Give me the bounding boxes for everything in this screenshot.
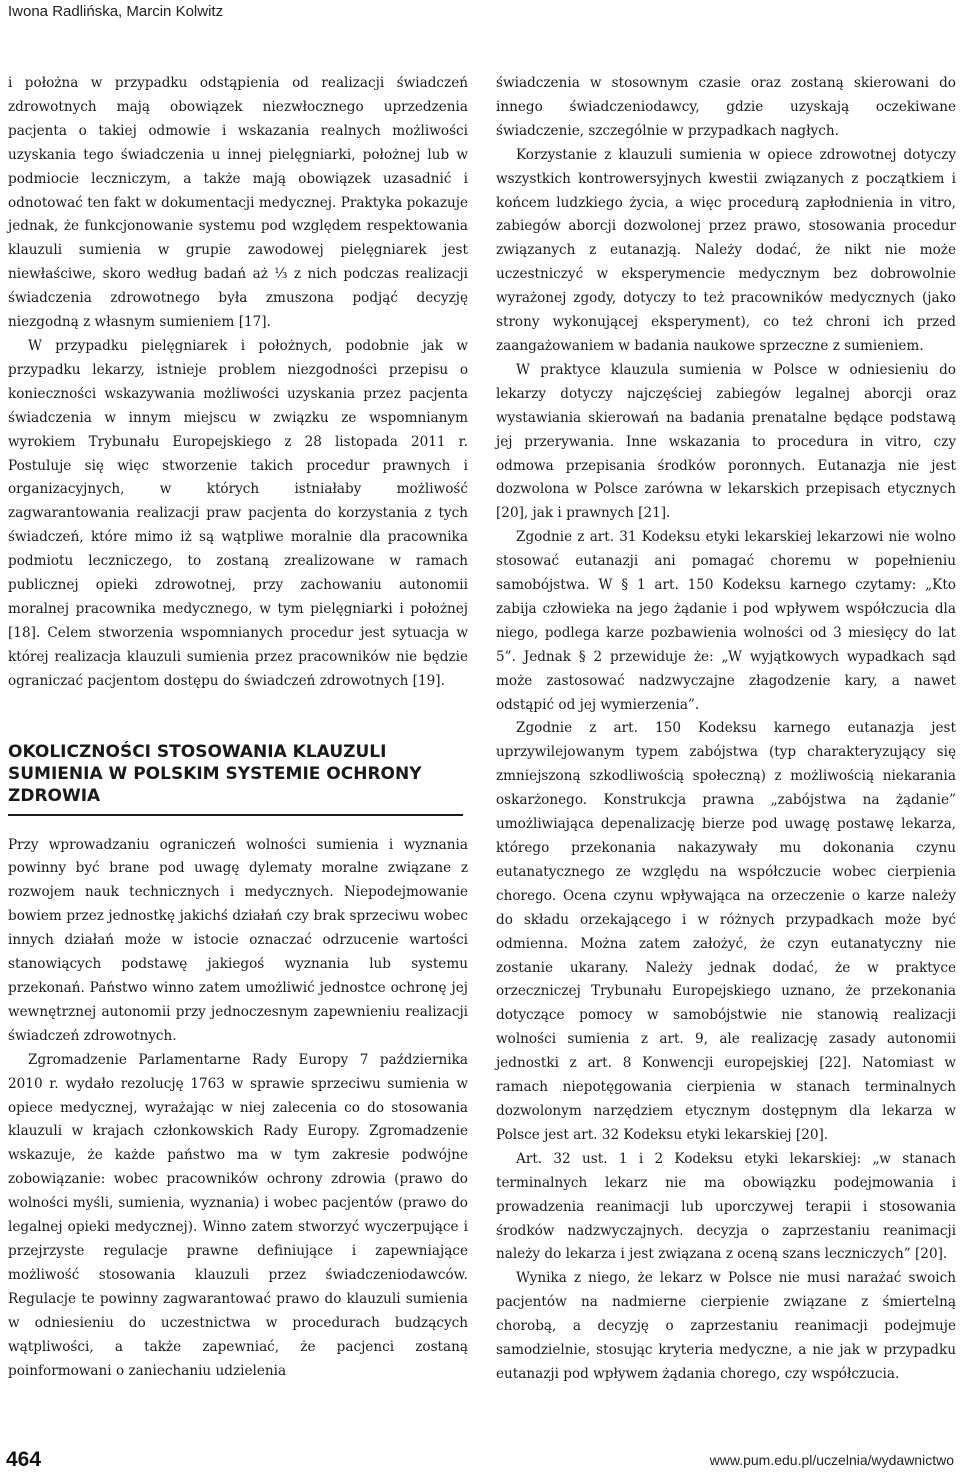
paragraph: i położna w przypadku odstąpienia od realizacji świadczeń zdrowotnych mają obowiązek niezwłocznego uprzedzenia pacjenta o takiej odmowie i wskazania realnych możliwości uzyskania tego świadczenia u innej pielęgniarki, położnej lub w podmiocie leczniczym, a także mają obowiązek uzasadnić i odnotować ten fakt w dokumentacji medycznej. Praktyka pokazuje jednak, że funkcjonowanie systemu pod względem respektowania klauzuli sumienia w grupie zawodowej pielęgniarek jest niewłaściwe, skoro według badań aż ⅓ z nich podczas realizacji świadczenia zdrowotnego była zmuszona podjąć decyzję niezgodną z własnym sumieniem [17]. bbox=[8, 75, 468, 331]
paragraph: Art. 32 ust. 1 i 2 Kodeksu etyki lekarskiej: „w stanach terminalnych lekarz nie ma obowiązku podejmowania i prowadzenia reanimacji lub uporczywej terapii i stosowania środków nadzwyczajnych. decyzja o zaprzestaniu reanimacji należy do lekarza i jest związana z oceną szans leczniczych” [20]. bbox=[496, 1150, 956, 1263]
paragraph: Przy wprowadzaniu ograniczeń wolności sumienia i wyznania powinny być brane pod uwagę dylematy moralne związane z rozwojem nauk technicznych i medycznych. Niepodejmowanie bowiem przez jednostkę jakichś działań czy brak sprzeciwu wobec innych działań może w istocie oznaczać odrzucenie wartości stanowiących podstawę jakiegoś wyznania lub systemu przekonań. Państwo winno zatem umożliwić jednostce ochronę jej wewnętrznej autonomii przy jednoczesnym zapewnieniu realizacji świadczeń zdrowotnych. bbox=[8, 836, 468, 1044]
paragraph: W praktyce klauzula sumienia w Polsce w odniesieniu do lekarzy dotyczy najczęściej zabiegów legalnej aborcji oraz wystawiania skierowań na badania prenatalne będące podstawą jej przerywania. Inne wskazania to procedura in vitro, czy odmowa przepisania środków poronnych. Eutanazja nie jest dozwolona w Polsce zarówna w lekarskich przepisach etycznych [20], jak i prawnych [21]. bbox=[496, 361, 956, 522]
paragraph: Zgodnie z art. 150 Kodeksu karnego eutanazja jest uprzywilejowanym typem zabójstwa (typ charakteryzujący się zmniejszoną szkodliwością społeczną) z możliwością niekarania oskarżonego. Konstrukcja prawna „zabójstwa na żądanie” umożliwiająca depenalizację bierze pod uwagę postawę lekarza, którego przekonania nakazywały mu dokonania czynu eutanatycznego ze względu na współczucie wobec cierpienia chorego. Ocena czynu wpływająca na orzeczenie o karze należy do składu orzekającego i w różnych przypadkach może być odmienna. Można zatem założyć, że czyn eutanatyczny nie zostanie ukarany. Należy jednak dodać, że w praktyce orzeczniczej Trybunału Europejskiego uznano, że przekonania dotyczące pomocy w samobójstwie nie stanowią realizacji wolności sumienia z art. 9, ale realizację zasady autonomii jednostki z art. 8 Konwencji europejskiej [22]. Natomiast w ramach niepotęgowania cierpienia w stanach terminalnych dozwolonym narzędziem etycznym dostępnym dla lekarza w Polsce jest art. 32 Kodeksu etyki lekarskiej [20]. bbox=[496, 720, 956, 1143]
running-head-authors: Iwona Radlińska, Marcin Kolwitz bbox=[8, 3, 224, 20]
paragraph: Zgodnie z art. 31 Kodeksu etyki lekarskiej lekarzowi nie wolno stosować eutanazji ani pomagać choremu w popełnieniu samobójstwa. W § 1 art. 150 Kodeksu karnego czytamy: „Kto zabija człowieka na jego żądanie i pod wpływem współczucia dla niego, podlega karze pozbawienia wolności od 3 miesięcy do lat 5”. Jednak § 2 przewiduje że: „W wyjątkowych wypadkach sąd może zastosować nadzwyczajne złagodzenie kary, a nawet odstąpić od jej wymierzenia”. bbox=[496, 529, 956, 713]
paragraph: Korzystanie z klauzuli sumienia w opiece zdrowotnej dotyczy wszystkich kontrowersyjnych kwestii związanych z początkiem i końcem ludzkiego życia, a więc procedurą zapłodnienia in vitro, zabiegów aborcji dozwolonej przez prawo, stosowania procedur związanych z eutanazją. Należy dodać, że nikt nie może uczestniczyć w eksperymencie medycznym bez dobrowolnie wyrażonej zgody, dotyczy to też pracowników medycznych (jako strony wykonującej eksperyment), co też chroni ich przed zaangażowaniem w badania naukowe sprzeczne z sumieniem. bbox=[496, 146, 956, 354]
left-column bbox=[8, 72, 468, 1383]
page-number: 464 bbox=[6, 1448, 42, 1471]
paragraph: Wynika z niego, że lekarz w Polsce nie musi narażać swoich pacjentów na nadmierne cierpienie związane z śmiertelną chorobą, a decyzję o zaprzestaniu reanimacji podejmuje samodzielnie, stosując kryteria medyczne, a nie jak w przypadku eutanazji pod wpływem żądania chorego, czy współczucia. bbox=[496, 1270, 956, 1382]
paragraph: świadczenia w stosownym czasie oraz zostaną skierowani do innego świadczeniodawcy, gdzie uzyskają oczekiwane świadczenie, szczególnie w przypadkach nagłych. bbox=[496, 75, 956, 139]
paragraph: Zgromadzenie Parlamentarne Rady Europy 7 października 2010 r. wydało rezolucję 1763 w sprawie sprzeciwu sumienia w opiece medycznej, wyrażając w niej zalecenia co do stosowania klauzuli w krajach członkowskich Rady Europy. Zgromadzenie wskazuje, że każde państwo ma w tym zakresie podwójne zobowiązanie: wobec pracowników ochrony zdrowia (prawo do wolności myśli, sumienia, wyznania) i wobec pacjentów (prawo do legalnej opieki medycznej). Winno zatem stworzyć wyczerpujące i przejrzyste regulacje prawne definiujące i zapewniające możliwość stosowania klauzuli przez świadczeniodawców. Regulacje te powinny zagwarantować prawo do klauzuli sumienia w odniesieniu do uczestnictwa w procedurach budzących wątpliwości, a także zapewniać, że pacjenci zostaną poinformowani o zaniechaniu udzielenia bbox=[8, 1051, 468, 1379]
footer-url-link[interactable]: www.pum.edu.pl/uczelnia/wydawnictwo bbox=[709, 1452, 954, 1468]
paragraph: W przypadku pielęgniarek i położnych, podobnie jak w przypadku lekarzy, istnieje problem niezgodności przepisu o konieczności wskazywania możliwości uzyskania przez pacjenta świadczenia w innym miejscu w związku ze wspomnianym wyrokiem Trybunału Europejskiego z 28 listopada 2011 r. Postuluje się więc stworzenie takich procedur prawnych i organizacyjnych, w których istniałaby możliwość zagwarantowania realizacji praw pacjenta do korzystania z tych świadczeń, które mimo iż są wątpliwe moralnie dla pracownika podmiotu leczniczego, to zostaną zrealizowane w ramach publicznej opieki zdrowotnej, przy zachowaniu autonomii moralnej pracownika medycznego, w tym pielęgniarki i położnej [18]. Celem stworzenia wspomnianych procedur jest sytuacja w której realizacja klauzuli sumienia przez pracowników nie będzie ograniczać pacjentom dostępu do świadczeń zdrowotnych [19]. bbox=[8, 337, 468, 689]
right-column bbox=[496, 72, 956, 1387]
section-heading: OKOLICZNOŚCI STOSOWANIA KLAUZULI SUMIENIA W POLSKIM SYSTEMIE OCHRONY ZDROWIA bbox=[8, 741, 463, 816]
